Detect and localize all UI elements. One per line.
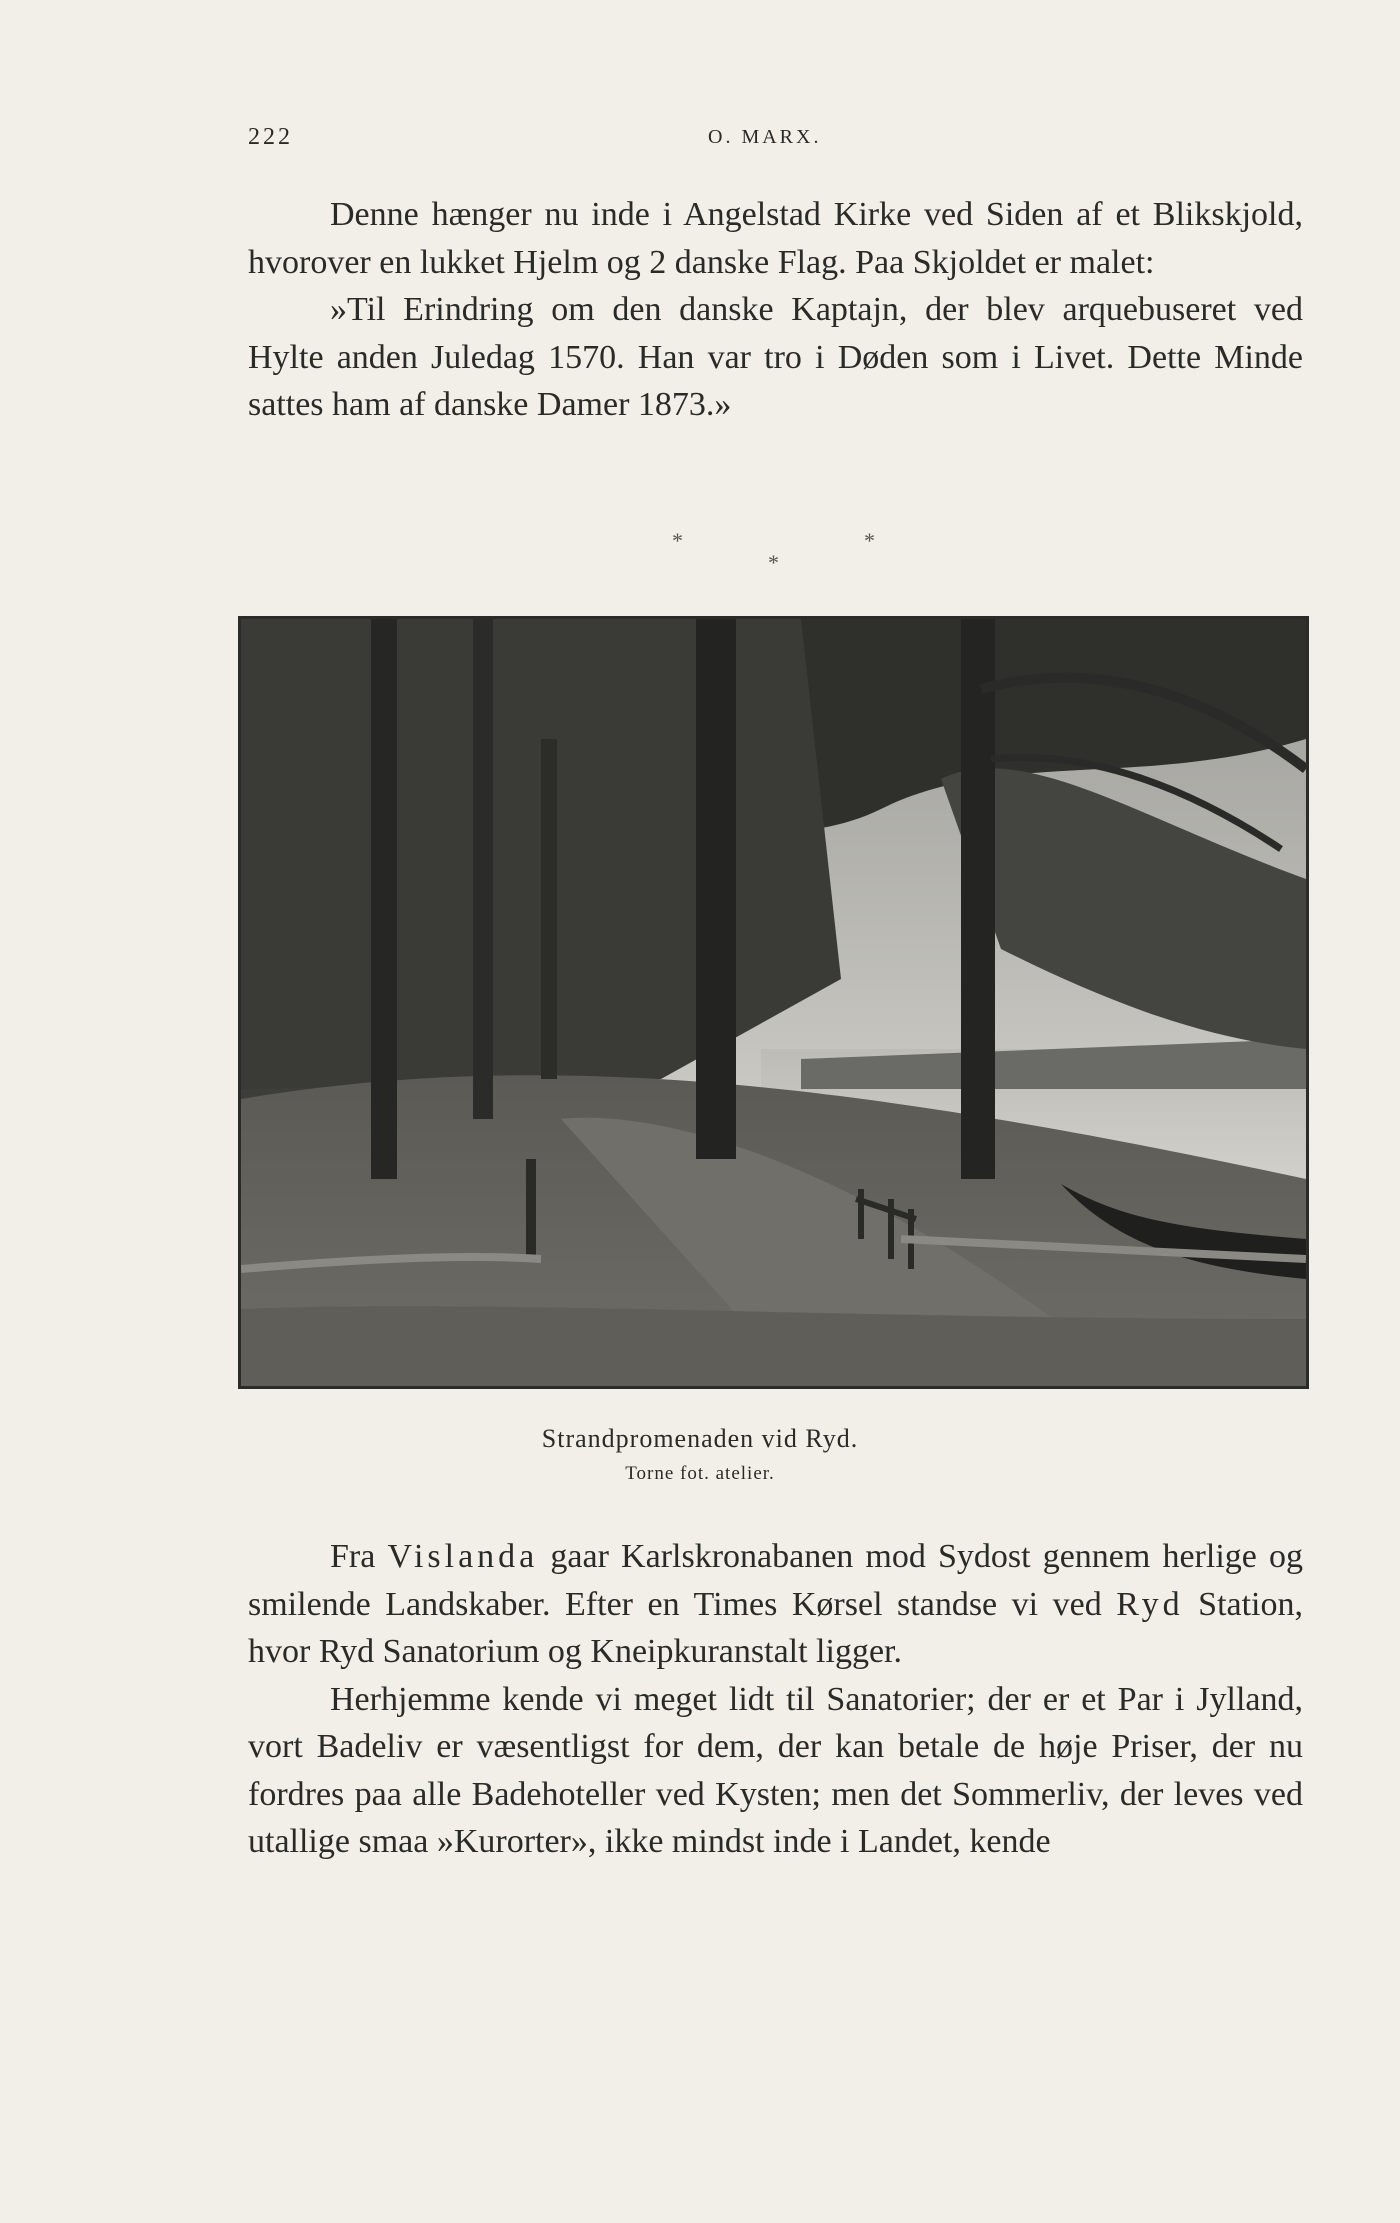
running-head: O. MARX.	[708, 126, 822, 148]
photograph-lakeside-promenade	[238, 616, 1309, 1389]
inscription-paragraph: »Til Erindring om den danske Kaptajn, der blev arquebuseret ved Hylte anden Juledag 1570. Han var tro i Døden som i Livet. Dette Minde sattes ham af danske Damer 1873.»	[248, 291, 1303, 423]
page-number: 222	[248, 124, 293, 150]
text-run: Station, hvor Ryd Sanatorium og Kneipkuranstalt ligger.	[248, 1585, 1303, 1670]
photo-credit: Torne fot. atelier.	[625, 1463, 775, 1484]
place-name-ryd: Ryd	[1116, 1585, 1184, 1623]
paragraph: Denne hænger nu inde i Angelstad Kirke ved Siden af et Blikskjold, hvorover en lukket Hjelm og 2 danske Flag. Paa Skjoldet er malet:	[248, 196, 1303, 281]
photo-illustration	[241, 619, 1306, 1386]
text-run: Fra	[330, 1538, 388, 1575]
asterisk: *	[864, 528, 875, 553]
paragraph: Herhjemme kende vi meget lidt til Sanatorier; der er et Par i Jylland, vort Badeliv er væsentligst for dem, der kan betale de høje Priser, der nu fordres paa alle Badehoteller ved Kysten; men det Sommerliv, der leves ved utallige smaa »Kurorter», ikke mindst inde i Landet, kende	[248, 1680, 1303, 1860]
text-run: gaar Karlskronabanen mod Sydost gennem herlige og smilende Landskaber. Efter en Times Kørsel standse vi ved	[248, 1538, 1303, 1623]
asterisk: *	[768, 550, 779, 575]
asterisk: *	[672, 528, 683, 553]
page-header	[248, 124, 1303, 164]
paragraph	[248, 1533, 1303, 1676]
asterism-divider	[0, 524, 1400, 574]
text-block-top	[248, 191, 1303, 429]
text-block-bottom	[248, 1533, 1303, 1866]
place-name-vislanda: Vislanda	[387, 1538, 539, 1575]
figure-caption: Strandpromenaden vid Ryd.	[541, 1424, 859, 1453]
